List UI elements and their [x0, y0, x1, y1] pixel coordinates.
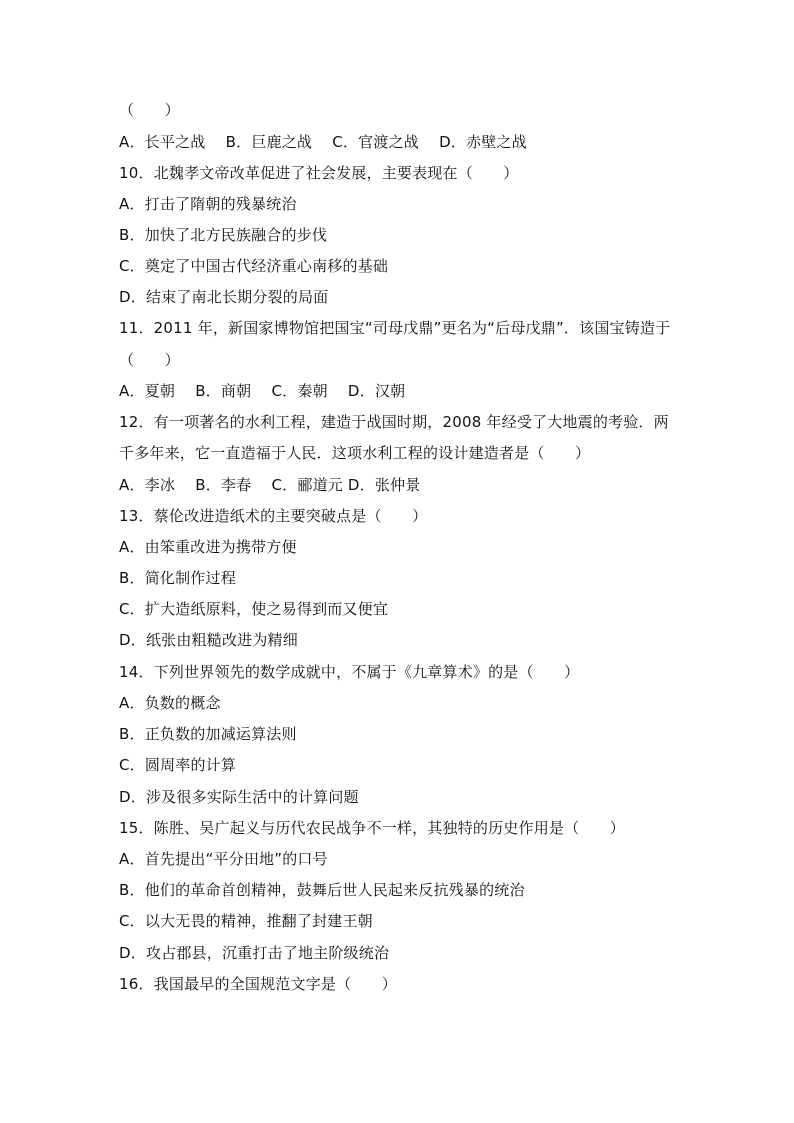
q10-option-c: C．奠定了中国古代经济重心南移的基础	[119, 257, 389, 275]
q15-option-d: D．攻占郡县，沉重打击了地主阶级统治	[119, 944, 390, 962]
q10-option-a: A．打击了隋朝的残暴统治	[119, 195, 297, 213]
q15-stem: 15．陈胜、吴广起义与历代农民战争不一样，其独特的历史作用是（ ）	[119, 819, 625, 837]
q14-option-b: B．正负数的加减运算法则	[119, 725, 297, 743]
q9-bracket: （ ）	[119, 101, 180, 119]
q14-option-d: D．涉及很多实际生活中的计算问题	[119, 788, 359, 806]
q15-option-c: C．以大无畏的精神，推翻了封建王朝	[119, 912, 373, 930]
q13-option-c: C．扩大造纸原料，使之易得到而又便宜	[119, 600, 389, 618]
q10-option-b: B．加快了北方民族融合的步伐	[119, 226, 328, 244]
q13-option-b: B．简化制作过程	[119, 569, 236, 587]
q15-option-a: A．首先提出“平分田地”的口号	[119, 850, 328, 868]
q12-stem-line2: 千多年来，它一直造福于人民．这项水利工程的设计建造者是（ ）	[119, 444, 591, 462]
q11-options: A．夏朝 B．商朝 C．秦朝 D．汉朝	[119, 382, 406, 400]
q12-stem-line1: 12．有一项著名的水利工程，建造于战国时期，2008 年经受了大地震的考验．两	[119, 413, 669, 431]
q12-options: A．李冰 B．李春 C．郦道元 D．张仲景	[119, 476, 421, 494]
q13-option-a: A．由笨重改进为携带方便	[119, 538, 297, 556]
q9-options: A．长平之战 B．巨鹿之战 C．官渡之战 D．赤壁之战	[119, 133, 527, 151]
q14-stem: 14．下列世界领先的数学成就中，不属于《九章算术》的是（ ）	[119, 663, 580, 681]
q15-option-b: B．他们的革命首创精神，鼓舞后世人民起来反抗残暴的统治	[119, 881, 525, 899]
q11-stem: 11．2011 年，新国家博物馆把国宝“司母戊鼎”更名为“后母戊鼎”．该国宝铸造于	[119, 319, 671, 337]
q16-stem: 16．我国最早的全国规范文字是（ ）	[119, 975, 397, 993]
q11-bracket: （ ）	[119, 351, 180, 369]
q14-option-c: C．圆周率的计算	[119, 756, 237, 774]
q10-stem: 10．北魏孝文帝改革促进了社会发展，主要表现在（ ）	[119, 164, 519, 182]
q10-option-d: D．结束了南北长期分裂的局面	[119, 288, 329, 306]
q14-option-a: A．负数的概念	[119, 694, 221, 712]
q13-option-d: D．纸张由粗糙改进为精细	[119, 631, 298, 649]
q13-stem: 13．蔡伦改进造纸术的主要突破点是（ ）	[119, 507, 428, 525]
